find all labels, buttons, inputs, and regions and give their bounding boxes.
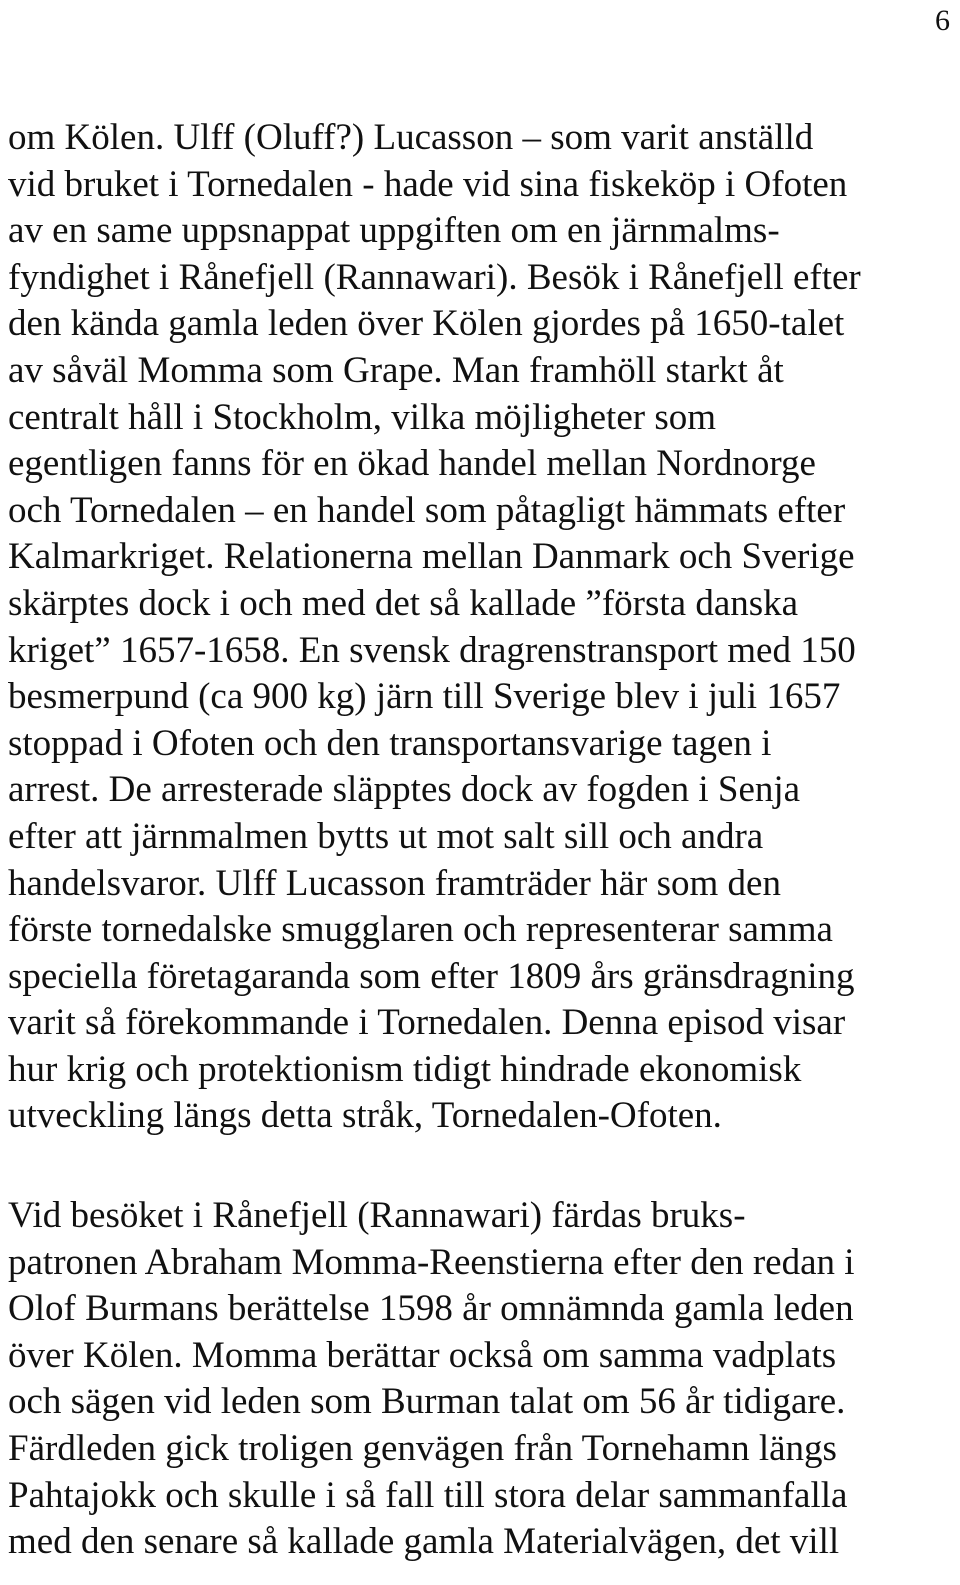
text-line: Olof Burmans berättelse 1598 år omnämnda gamla leden [8, 1288, 854, 1330]
text-line: speciella företagaranda som efter 1809 års gränsdragning [8, 955, 855, 997]
text-line: varit så förekommande i Tornedalen. Denna episod visar [8, 1002, 846, 1044]
text-line: av en same uppsnappat uppgiften om en järnmalms- [8, 210, 780, 252]
text-line: kriget” 1657-1658. En svensk dragrenstransport med 150 [8, 629, 856, 671]
text-line: och Tornedalen – en handel som påtagligt hämmats efter [8, 489, 846, 531]
text-line: och sägen vid leden som Burman talat om 56 år tidigare. [8, 1381, 846, 1423]
text-line: arrest. De arresterade släpptes dock av fogden i Senja [8, 769, 801, 811]
text-line: patronen Abraham Momma-Reenstierna efter den redan i [8, 1241, 855, 1283]
text-line: fyndighet i Rånefjell (Rannawari). Besök i Rånefjell efter [8, 256, 861, 298]
text-line: Vid besöket i Rånefjell (Rannawari) färdas bruks- [8, 1195, 746, 1236]
text-line: över Kölen. Momma berättar också om samma vadplats [8, 1334, 837, 1376]
text-line: den kända gamla leden över Kölen gjordes på 1650-talet [8, 303, 845, 345]
text-line: utveckling längs detta stråk, Tornedalen-Ofoten. [8, 1095, 722, 1137]
page-number: 6 [935, 4, 950, 37]
text-line: besmerpund (ca 900 kg) järn till Sverige blev i juli 1657 [8, 676, 841, 718]
text-line: egentligen fanns för en ökad handel mellan Nordnorge [8, 443, 816, 485]
text-line: efter att järnmalmen bytts ut mot salt sill och andra [8, 815, 764, 857]
text-line: Pahtajokk och skulle i så fall till stora delar sammanfalla [8, 1474, 848, 1516]
text-line: förste tornedalske smugglaren och representerar samma [8, 909, 833, 951]
paragraph-2 [8, 1193, 855, 1566]
text-line: om Kölen. Ulff (Oluff?) Lucasson – som varit anställd [8, 117, 814, 158]
text-line: hur krig och protektionism tidigt hindrade ekonomisk [8, 1048, 802, 1090]
text-line: handelsvaror. Ulff Lucasson framträder här som den [8, 862, 781, 904]
text-line: Kalmarkriget. Relationerna mellan Danmark och Sverige [8, 536, 855, 578]
paragraph-1 [8, 115, 861, 1140]
text-line: stoppad i Ofoten och den transportansvarige tagen i [8, 722, 772, 764]
text-line: med den senare så kallade gamla Materialvägen, det vill [8, 1521, 840, 1563]
text-line: Färdleden gick troligen genvägen från Tornehamn längs [8, 1427, 837, 1469]
text-line: vid bruket i Tornedalen - hade vid sina fiskeköp i Ofoten [8, 163, 848, 205]
text-line: av såväl Momma som Grape. Man framhöll starkt åt [8, 349, 784, 391]
text-line: skärptes dock i och med det så kallade ”första danska [8, 582, 799, 624]
text-line: centralt håll i Stockholm, vilka möjligheter som [8, 396, 717, 438]
